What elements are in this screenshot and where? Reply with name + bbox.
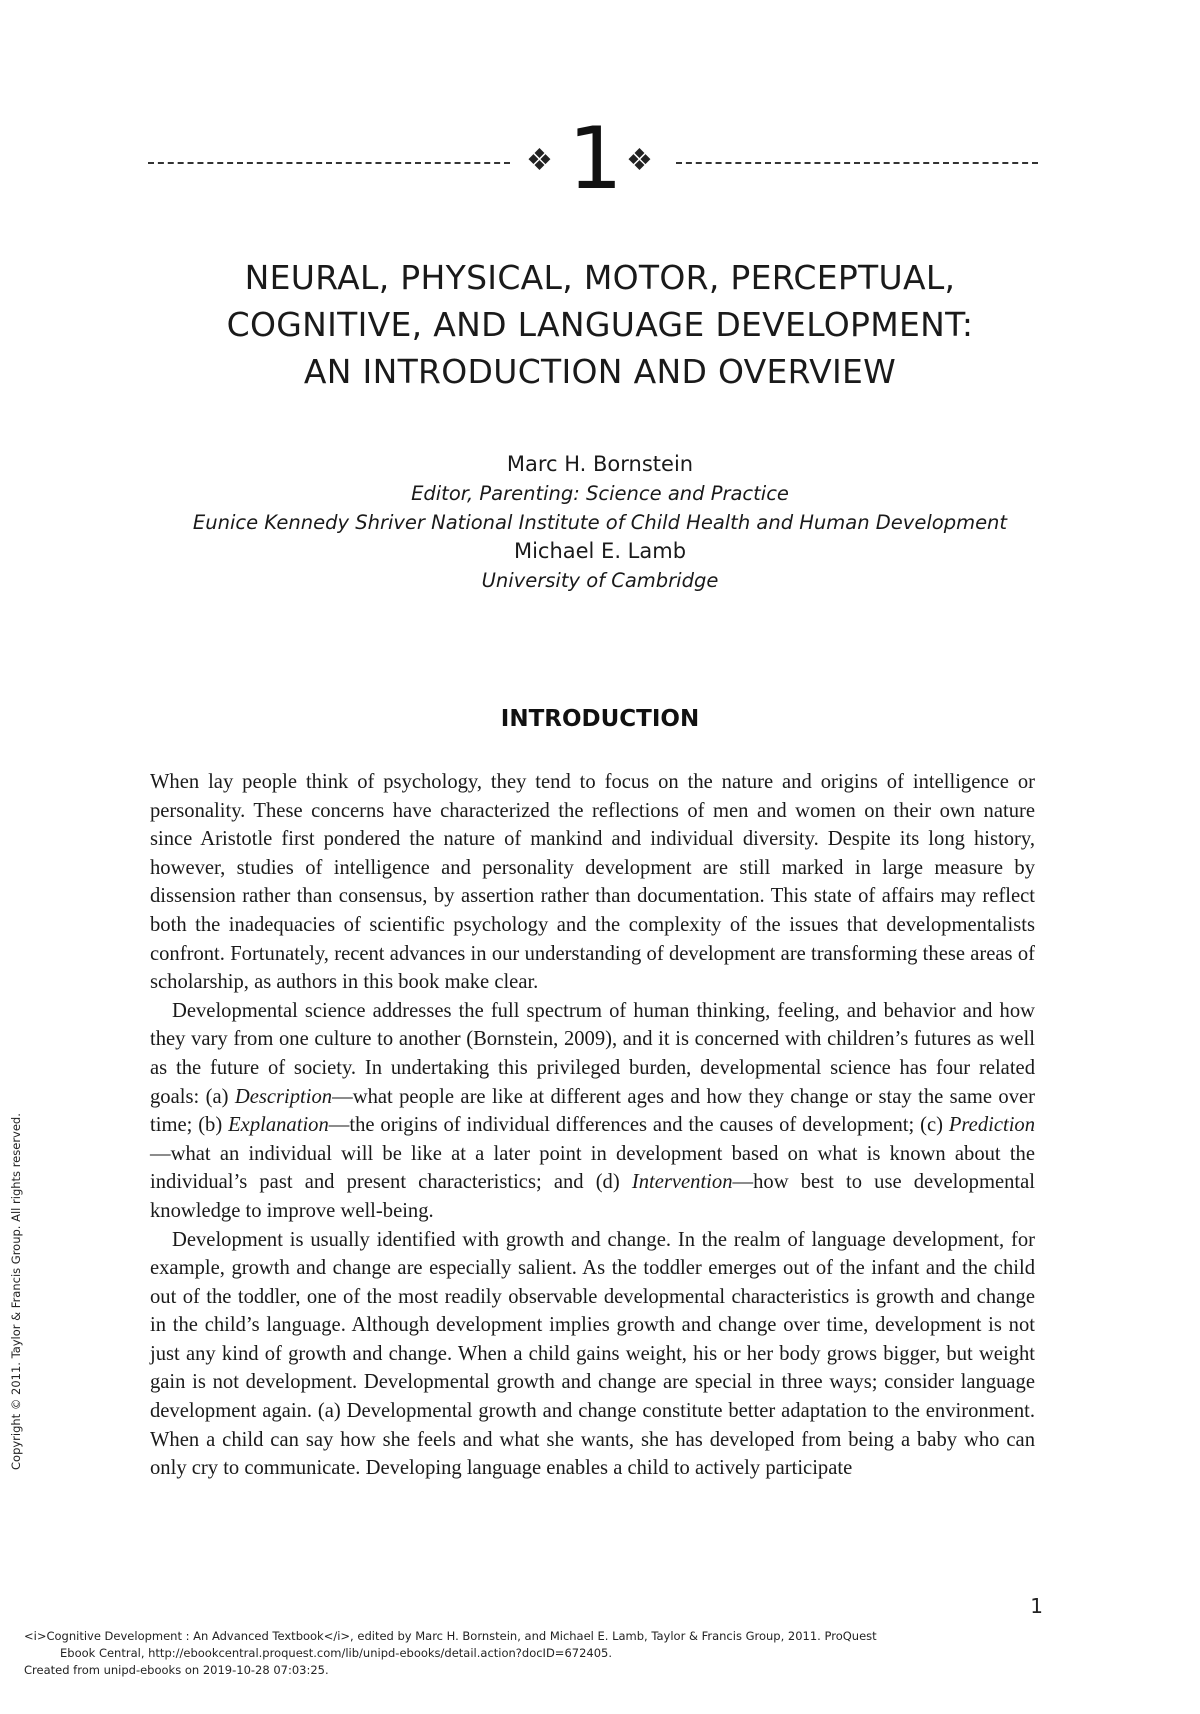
title-line-3: AN INTRODUCTION AND OVERVIEW — [303, 352, 897, 391]
side-copyright-notice: Copyright © 2011. Taylor & Francis Group. All rights reserved. — [9, 1113, 23, 1470]
author-1-role: Editor, Parenting: Science and Practice — [411, 482, 789, 505]
ornament-right-icon: ❖ — [626, 144, 653, 177]
section-heading: INTRODUCTION — [500, 706, 700, 732]
footer-line-1: <i>Cognitive Development : An Advanced Textbook</i>, edited by Marc H. Bornstein, and Michael E. Lamb, Taylor & Francis Group, 2011. ProQuest — [24, 1629, 877, 1643]
term-prediction: Prediction — [948, 1114, 1036, 1137]
p2-text-c: —the origins of individual differences and the causes of development; (c) — [328, 1114, 949, 1137]
chapter-number: 1 — [568, 109, 623, 209]
term-explanation: Explanation — [228, 1114, 329, 1137]
author-block — [100, 450, 1100, 595]
author-2-institution: University of Cambridge — [481, 569, 719, 592]
citation-footer — [24, 1628, 1174, 1679]
title-line-1: NEURAL, PHYSICAL, MOTOR, PERCEPTUAL, — [244, 258, 956, 297]
term-description: Description — [234, 1085, 333, 1108]
p2-text-a: Developmental science addresses the full spectrum of human thinking, feeling, and behavior and how they vary from one culture to another (Bornstein, 2009), and it is concerned with children’s futures as well as the future of society. In undertaking this privileged burden, developmental science has four related goals: (a) — [150, 999, 1035, 1108]
author-2-name: Michael E. Lamb — [513, 539, 687, 563]
chapter-title — [100, 254, 1100, 395]
p2-text-b: —what people are like at different ages and how they change or stay the same over time; (b) — [150, 1085, 1035, 1137]
chapter-ornament-row — [148, 109, 1038, 209]
p2-text-e: —how best to use developmental knowledge to improve well-being. — [150, 1171, 1035, 1222]
page-number: 1 — [1030, 1594, 1043, 1618]
body-text — [150, 768, 1035, 1483]
footer-line-2: Ebook Central, http://ebookcentral.proquest.com/lib/unipd-ebooks/detail.action?docID=672405. — [60, 1646, 612, 1660]
paragraph-3: Development is usually identified with growth and change. In the realm of language development, for example, growth and change are especially salient. As the toddler emerges out of the infant and the child out of the toddler, one of the most readily observable developmental characteristics is growth and change in the child’s language. Although development implies growth and change over time, development is not just any kind of growth and change. When a child gains weight, his or her body grows bigger, but weight gain is not development. Developmental growth and change are special in three ways; consider language development again. (a) Developmental growth and change constitute better adaptation to the environment. When a child can say how she feels and what she wants, she has developed from being a baby who can only cry to communicate. Developing language enables a child to actively participate — [150, 1228, 1035, 1480]
title-line-2: COGNITIVE, AND LANGUAGE DEVELOPMENT: — [226, 305, 974, 344]
paragraph-2 — [150, 997, 1035, 1226]
dashed-rule-right — [676, 162, 1038, 164]
dashed-rule-left — [148, 162, 510, 164]
paragraph-1: When lay people think of psychology, they tend to focus on the nature and origins of intelligence or personality. These concerns have characterized the reflections of men and women on their own nature since Aristotle first pondered the nature of mankind and individual diversity. Despite its long history, however, studies of intelligence and personality development are still marked in large measure by dissension rather than consensus, by assertion rather than documentation. This state of affairs may reflect both the inadequacies of scientific psychology and the complexity of the issues that developmentalists confront. Fortunately, recent advances in our understanding of development are transforming these areas of scholarship, as authors in this book make clear. — [150, 771, 1035, 994]
ornament-left-icon: ❖ — [526, 144, 553, 177]
author-1-name: Marc H. Bornstein — [506, 452, 694, 476]
author-1-institution: Eunice Kennedy Shriver National Institute of Child Health and Human Development — [192, 511, 1008, 534]
term-intervention: Intervention — [631, 1171, 733, 1194]
footer-line-3: Created from unipd-ebooks on 2019-10-28 07:03:25. — [24, 1663, 329, 1677]
p2-text-d: —what an individual will be like at a later point in development based on what is known about the individual’s past and present characteristics; and (d) — [150, 1142, 1035, 1194]
